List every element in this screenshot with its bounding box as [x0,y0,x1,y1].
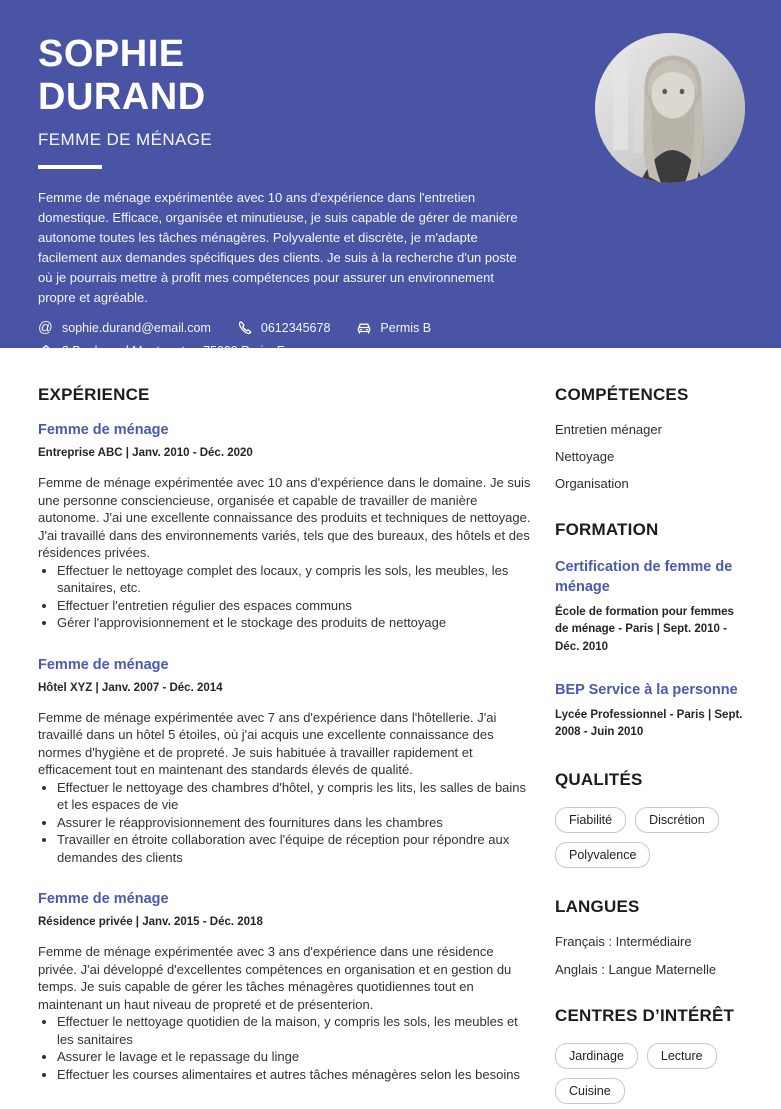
experience-column [38,385,532,1109]
quality-chip: Polyvalence [555,842,650,868]
experience-item-1 [38,422,532,632]
phone-value: 0612345678 [260,320,331,335]
contact-email [38,320,211,336]
job-bullet: • Effectuer le nettoyage quotidien de la maison, y compris les sols, les meubles et les sanitaires [57,1013,532,1048]
job-bullet: • Gérer l'approvisionnement et le stockage des produits de nettoyage [57,614,532,632]
formation-title: Certification de femme de ménage [555,559,733,595]
skill-item: Nettoyage [555,449,615,464]
competences-heading: COMPÉTENCES [555,385,689,404]
job-description: Femme de ménage expérimentée avec 7 ans d'expérience dans l'hôtellerie. J'ai travaillé dans un hôtel 5 étoiles, où j'ai acquis une excellente connaissance des normes d'hygiène et de propreté. Je suis habituée à travailler rapidement et efficacement tout en maintenant des standards élevés de qualité. [38,709,497,777]
job-description: Femme de ménage expérimentée avec 10 ans d'expérience dans le domaine. Je suis une personne consciencieuse, organisée et capable de travailler de manière autonome. J'ai une excellente connaissance des produits et techniques de nettoyage. J'ai travaillé dans des environnements variés, tels que des bureaux, des hôtels et des résidences privées. [38,475,531,560]
contact-phone [237,320,331,336]
resume-body [0,348,781,1109]
job-description: Femme de ménage expérimentée avec 3 ans d'expérience dans une résidence privée. J'ai développé d'excellentes compétences en organisation et en gestion du temps. Je suis capable de gérer les tâches ménagères quotidiennes tout en maintenant un haut niveau de propreté et de présenterion. [38,944,512,1012]
profile-photo [595,33,745,183]
contact-row-2 [38,343,532,359]
formation-meta: École de formation pour femmes de ménage - Paris | Sept. 2010 - Déc. 2010 [555,606,734,653]
license-value: Permis B [380,320,432,335]
contact-block [38,320,532,359]
section-interets [555,1006,745,1104]
job-bullet-list [57,779,532,867]
section-formation [555,520,745,741]
job-bullet: • Effectuer le nettoyage complet des locaux, y compris les sols, les meubles, les sanitaires, etc. [57,562,532,597]
job-title: Femme de ménage [38,891,169,907]
title-divider [38,165,102,169]
formation-meta: Lycée Professionnel - Paris | Sept. 2008 - Juin 2010 [555,708,743,738]
job-bullet: • Assurer le lavage et le repassage du linge [57,1048,532,1066]
job-bullet-list [57,562,532,632]
skill-list [555,422,745,491]
experience-item-2 [38,657,532,867]
contact-license [356,320,431,336]
language-list [555,934,745,977]
profile-photo-placeholder [595,33,745,183]
car-icon [356,320,372,336]
formation-item-2 [555,680,745,742]
job-bullet-list [57,1013,532,1083]
job-bullet: • Effectuer l'entretien régulier des espaces communs [57,597,532,615]
interest-chip: Lecture [647,1043,717,1069]
email-icon: @ [38,319,53,336]
job-bullet: • Effectuer le nettoyage des chambres d'hôtel, y compris les lits, les salles de bains et les espaces de vie [57,779,532,814]
quality-chip: Discrétion [635,807,719,833]
experience-heading: EXPÉRIENCE [38,385,150,404]
profile-summary: Femme de ménage expérimentée avec 10 ans d'expérience dans l'entretien domestique. Efficace, organisée et minutieuse, je suis capable de gérer de manière autonome toutes les tâches ménagères. Polyvalente et discrète, je m'adapte facilement aux demandes spécifiques des clients. Je suis à la recherche d'un poste où je pourrais mettre à profit mes compétences pour assurer un environnement propre et agréable. [38,189,518,305]
formation-title: BEP Service à la personne [555,681,738,698]
quality-chip: Fiabilité [555,807,626,833]
language-item: Français : Intermédiaire [555,934,692,950]
job-bullet: • Effectuer les courses alimentaires et autres tâches ménagères selon les besoins [57,1066,532,1084]
qualites-chips [555,807,745,868]
phone-icon [237,320,253,336]
candidate-last-name: DURAND [38,75,206,118]
experience-item-3 [38,891,532,1083]
skill-item: Entretien ménager [555,422,662,437]
header-left [38,33,532,366]
formation-heading: FORMATION [555,520,659,539]
job-meta: Résidence privée | Janv. 2015 - Déc. 2018 [38,916,263,928]
section-langues [555,897,745,977]
section-competences [555,385,745,491]
interest-chip: Cuisine [555,1078,625,1104]
job-meta: Hôtel XYZ | Janv. 2007 - Déc. 2014 [38,681,223,694]
email-value: sophie.durand@email.com [62,320,211,335]
resume-header [0,0,781,358]
section-qualites [555,770,745,868]
candidate-first-name: SOPHIE [38,33,185,75]
candidate-name [38,33,532,119]
skill-item: Organisation [555,476,629,491]
job-bullet: • Assurer le réapprovisionnement des fournitures dans les chambres [57,814,532,832]
qualites-heading: QUALITÉS [555,770,643,790]
langues-heading: LANGUES [555,897,640,917]
interets-heading: CENTRES D’INTÉRÊT [555,1006,735,1026]
formation-item-1 [555,557,745,656]
contact-address [38,343,316,359]
interets-chips [555,1043,745,1104]
language-item: Anglais : Langue Maternelle [555,962,717,978]
home-icon [38,343,54,359]
sidebar-column [555,385,745,1109]
job-meta: Entreprise ABC | Janv. 2010 - Déc. 2020 [38,447,253,459]
job-title: Femme de ménage [38,422,169,438]
interest-chip: Jardinage [555,1043,638,1069]
job-bullet: • Travailler en étroite collaboration avec l'équipe de réception pour répondre aux demandes des clients [57,831,532,866]
contact-row-1 [38,320,532,336]
job-title: Femme de ménage [38,656,169,673]
candidate-job-title: FEMME DE MÉNAGE [38,129,213,149]
address-value: 8 Boulevard Montmartre, 75009 Paris, France [62,343,316,358]
